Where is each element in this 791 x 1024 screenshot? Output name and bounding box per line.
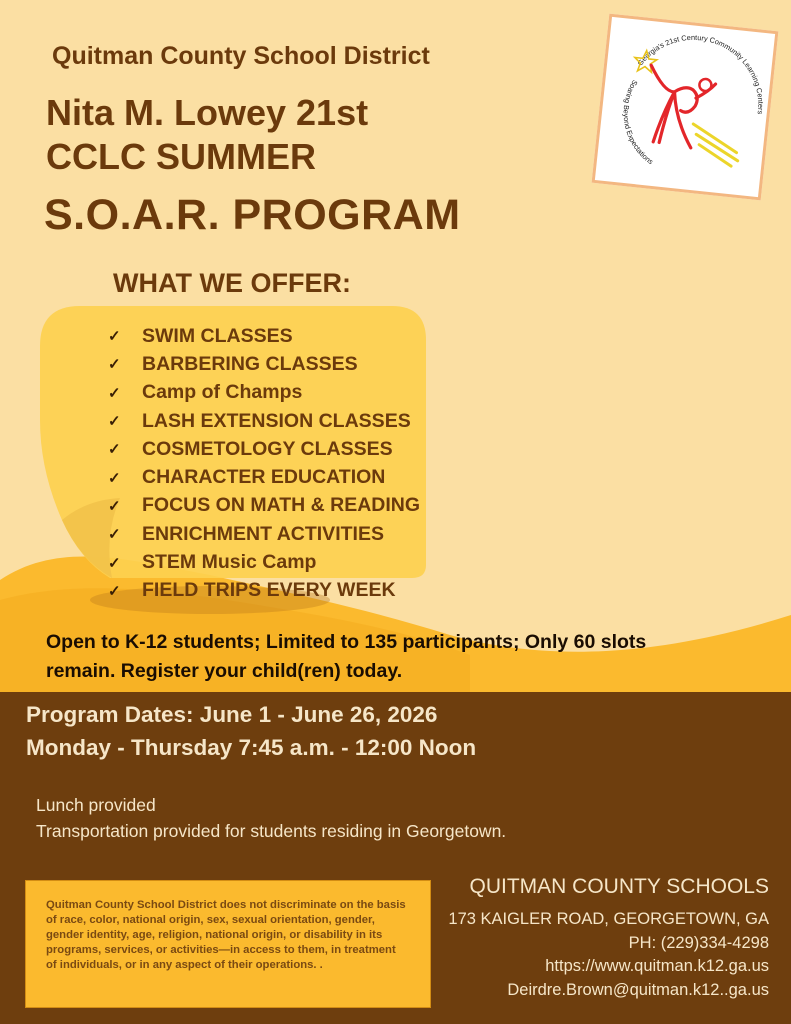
check-icon: ✓	[108, 384, 121, 402]
what-we-offer-heading: WHAT WE OFFER:	[113, 268, 351, 298]
services	[36, 792, 506, 844]
21st-cclc-logo	[592, 14, 779, 201]
check-icon: ✓	[108, 413, 121, 431]
offer-item-label: FIELD TRIPS EVERY WEEK	[142, 579, 396, 602]
lunch-text: Lunch provided	[36, 795, 156, 815]
list-item	[108, 548, 420, 576]
offer-item-label: STEM Music Camp	[142, 551, 317, 574]
program-title-line-1: Nita M. Lowey 21st	[46, 92, 369, 133]
contact-email-link[interactable]: Deirdre.Brown@quitman.k12..ga.us	[507, 980, 769, 999]
offer-list	[108, 322, 420, 605]
nondiscrimination-notice: Quitman County School District does not discriminate on the basis of race, color, national origin, sex, sexual orientation, gender, gender identity, age, religion, national origin, or disability in its programs, services, or activities—in access to them, in treatment of individuals, or in any aspect of their operations. .	[46, 899, 406, 971]
check-icon: ✓	[108, 497, 121, 515]
schedule	[26, 698, 476, 764]
eligibility-line-2: remain. Register your child(ren) today.	[46, 660, 403, 682]
logo-arc-text-top: Georgia's 21st Century Community Learning Centers	[635, 32, 766, 115]
offer-item-label: BARBERING CLASSES	[142, 352, 358, 375]
district-name: Quitman County School District	[52, 42, 430, 70]
list-item	[108, 435, 420, 463]
check-icon: ✓	[108, 441, 121, 459]
logo-arc-text-left: Soaring Beyond Expectations	[621, 78, 655, 167]
offer-item-label: FOCUS ON MATH & READING	[142, 494, 421, 517]
svg-text:Soaring Beyond Expectations	[616, 78, 663, 167]
list-item	[108, 463, 420, 491]
contact-phone: PH: (229)334-4298	[628, 933, 769, 952]
offer-item-label: SWIM CLASSES	[142, 324, 293, 347]
contact-org-name: QUITMAN COUNTY SCHOOLS	[469, 875, 769, 898]
star-figure-logo-icon	[595, 17, 775, 197]
contact-info	[448, 872, 769, 1002]
check-icon: ✓	[108, 526, 121, 544]
eligibility-text	[46, 628, 746, 686]
check-icon: ✓	[108, 582, 121, 600]
list-item	[108, 379, 420, 407]
offer-item-label: CHARACTER EDUCATION	[142, 466, 386, 489]
list-item	[108, 322, 420, 350]
offer-item-label: Camp of Champs	[142, 381, 303, 404]
program-dates: Program Dates: June 1 - June 26, 2026	[26, 702, 438, 727]
eligibility-line-1: Open to K-12 students; Limited to 135 participants; Only 60 slots	[46, 631, 647, 653]
list-item	[108, 350, 420, 378]
program-hours: Monday - Thursday 7:45 a.m. - 12:00 Noon	[26, 735, 477, 760]
program-title-line-2: CCLC SUMMER	[46, 136, 316, 177]
logo-streak-icon	[689, 124, 741, 167]
offer-item-label: ENRICHMENT ACTIVITIES	[142, 522, 384, 545]
list-item	[108, 577, 420, 605]
contact-address: 173 KAIGLER ROAD, GEORGETOWN, GA	[448, 910, 769, 928]
check-icon: ✓	[108, 328, 121, 346]
check-icon: ✓	[108, 469, 121, 487]
list-item	[108, 492, 420, 520]
list-item	[108, 407, 420, 435]
program-title-line-3: S.O.A.R. PROGRAM	[44, 191, 461, 239]
transportation-text: Transportation provided for students residing in Georgetown.	[36, 821, 507, 841]
check-icon: ✓	[108, 554, 121, 572]
offer-item-label: COSMETOLOGY CLASSES	[142, 437, 393, 460]
contact-website-link[interactable]: https://www.quitman.k12.ga.us	[545, 957, 769, 975]
check-icon: ✓	[108, 356, 121, 374]
offer-item-label: LASH EXTENSION CLASSES	[142, 409, 411, 432]
list-item	[108, 520, 420, 548]
